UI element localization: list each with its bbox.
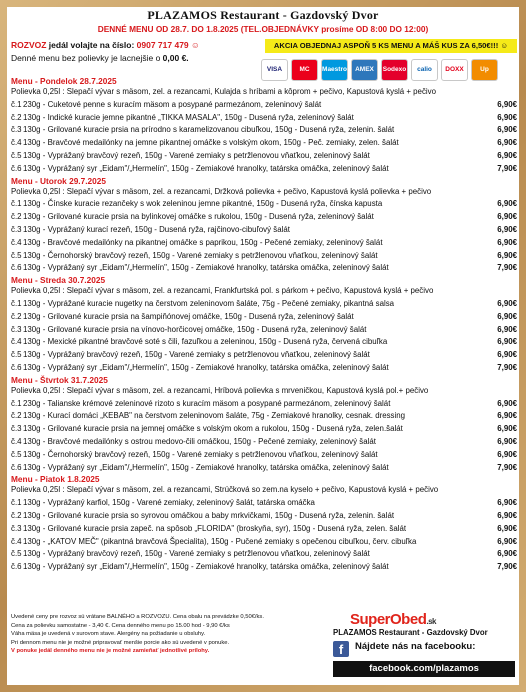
soup-row [11, 285, 517, 298]
footer-note: Cena za polievku samostatne - 3,40 €. Cena denného menu po 15.00 hod - 9,90 €/ks [11, 622, 230, 629]
soup-text: Polievka 0,25l : Slepačí vývar s mäsom, zel. a rezancami, Frankfurtská pol. s párkom + pečivo, Kapustová kyslá + pečivo [11, 286, 434, 296]
menu-item-description: 130g - Černohorský bravčový rezeň, 150g - Varené zemiaky s petržlenovou vňaťkou, zeleninový šalát [23, 449, 378, 459]
menu-item-number: č.1 [11, 199, 22, 209]
menu-item-price: 6,90€ [497, 510, 517, 520]
menu-item-price: 6,90€ [497, 424, 517, 434]
menu-item-price: 6,90€ [497, 449, 517, 459]
menu-item-price: 6,90€ [497, 311, 517, 321]
menu-item-price: 6,90€ [497, 337, 517, 347]
menu-item-number: č.2 [11, 411, 22, 421]
menu-item [11, 137, 517, 150]
menu-item-price: 6,90€ [497, 549, 517, 559]
menu-item-price: 6,90€ [497, 436, 517, 446]
delivery-label: ROZVOZ [11, 40, 47, 50]
menu-item-description: 130g - Bravčové medailónky na pikantnej omáčke s paprikou, 150g - Pečené zemiaky, zeleninový šalát [23, 237, 383, 247]
menu-item-description: 130g - Čínske kuracie rezančeky s wok zeleninou jemne pikantné, 150g - Dusená ryža, čínska kapusta [23, 199, 383, 209]
menu-item-number: č.3 [11, 523, 22, 533]
menu-item-price: 6,90€ [497, 498, 517, 508]
soup-text: Polievka 0,25l : Slepačí vývar s mäsom, zel. a rezancami, Hríbová polievka s mrveničkou, Kapustová kyslá pol.+ pečivo [11, 385, 429, 395]
menu-item-number: č.4 [11, 237, 22, 247]
menu-item-price: 7,90€ [497, 263, 517, 273]
menu-item [11, 362, 517, 375]
menu-item-description: 130g - Vyprážaný syr „Eidam"/„Hermelín", 150g - Zemiakové hranolky, tatárska omáčka, zeleninový šalát [23, 562, 389, 572]
menu-item [11, 410, 517, 423]
menu-item-price: 6,90€ [497, 212, 517, 222]
menu-item-description: 130g - Vyprážaný karfiol, 150g - Varené zemiaky, zeleninový šalát, tatárska omáčka [23, 498, 315, 508]
menu-item-number: č.1 [11, 99, 22, 109]
weekly-menu [11, 76, 517, 574]
delivery-text: jedál volajte na číslo: [46, 40, 137, 50]
day-heading: Menu - Piatok 1.8.2025 [11, 474, 100, 485]
day-heading: Menu - Štvrtok 31.7.2025 [11, 374, 108, 385]
menu-item-price: 7,90€ [497, 163, 517, 173]
menu-item-number: č.3 [11, 125, 22, 135]
menu-item-description: 130g - Grilované kuracie prsia na šampiňónovej omáčke, 150g - Dusená ryža, zeleninový šalát [23, 311, 354, 321]
menu-item-number: č.4 [11, 436, 22, 446]
menu-item-price: 6,90€ [497, 523, 517, 533]
menu-item-number: č.2 [11, 510, 22, 520]
payment-card-logo: Sodexo [381, 59, 408, 81]
menu-item [11, 523, 517, 536]
day-heading: Menu - Pondelok 28.7.2025 [11, 76, 117, 86]
menu-item-price: 6,90€ [497, 298, 517, 308]
day-heading: Menu - Utorok 29.7.2025 [11, 175, 106, 186]
menu-item-number: č.4 [11, 536, 22, 546]
menu-item-description: 130g - Vyprážaný syr „Eidam"/„Hermelín", 150g - Zemiakové hranolky, tatárska omáčka, zeleninový šalát [23, 462, 389, 472]
page-title: PLAZAMOS Restaurant - Gazdovský Dvor [147, 8, 379, 22]
menu-item [11, 423, 517, 436]
menu-item-description: 130g - Vyprážaný syr „Eidam"/„Hermelín", 150g - Zemiakové hranolky, tatárska omáčka, zeleninový šalát [23, 163, 389, 173]
promo-banner: AKCIA OBJEDNAJ ASPOŇ 5 KS MENU A MÁŠ KUS ZA 6,50€!!! ☺ [265, 39, 517, 53]
menu-item-price: 6,90€ [497, 411, 517, 421]
payment-card-logo: VISA [261, 59, 288, 81]
menu-item [11, 349, 517, 362]
menu-item-price: 6,90€ [497, 112, 517, 122]
restaurant-name: PLAZAMOS Restaurant - Gazdovský Dvor [333, 628, 488, 637]
menu-item-price: 7,90€ [497, 462, 517, 472]
menu-item-description: 130g - „KATOV MEČ" (pikantná bravčová Špecialita), 150g - Pučené zemiaky s opečenou cibuľkou, červ. cibuľka [23, 536, 417, 546]
menu-item [11, 224, 517, 237]
menu-item-number: č.5 [11, 449, 22, 459]
facebook-text: Nájdete nás na facebooku: [355, 641, 476, 652]
payment-card-logo: Up [471, 59, 498, 81]
footer-note: Uvedené ceny pre rozvoz sú vrátane BALNÉHO a ROZVOZU. Cena obalu na prevádzke 0,50€/ks. [11, 614, 264, 620]
menu-item-description: 130g - Vyprážaný bravčový rezeň, 150g - Varené zemiaky s petržlenovou vňaťkou, zeleninový šalát [23, 549, 370, 559]
menu-item-description: 130g - Vyprážaný syr „Eidam"/„Hermelín", 150g - Zemiakové hranolky, tatárska omáčka, zeleninový šalát [23, 263, 389, 273]
menu-item [11, 198, 517, 211]
menu-period-subtitle: DENNÉ MENU OD 28.7. DO 1.8.2025 (TEL.OBJEDNÁVKY prosíme OD 8:00 DO 12:00) [97, 24, 429, 34]
menu-item-price: 6,90€ [497, 125, 517, 135]
menu-item-number: č.6 [11, 362, 22, 372]
menu-item-number: č.4 [11, 337, 22, 347]
superobed-logo: SuperObed.sk [350, 611, 436, 628]
menu-item [11, 237, 517, 250]
menu-item-description: 130g - Grilované kuracie prsia so syrovou omáčkou a baby mrkvičkami, 150g - Dusená ryža, zelenin. šalát [23, 510, 395, 520]
menu-item-number: č.5 [11, 150, 22, 160]
payment-card-logo: Maestro [321, 59, 348, 81]
menu-item-number: č.1 [11, 498, 22, 508]
menu-item-number: č.5 [11, 250, 22, 260]
no-soup-note: Denné menu bez polievky je lacnejšie o 0,00 €. [11, 53, 189, 63]
footer-note: V ponuke jedál denného menu nie je možné zamieňať jednotlivé prílohy. [11, 648, 210, 655]
menu-item-price: 7,90€ [497, 562, 517, 572]
menu-item-description: 130g - Vyprážané kuracie nugetky na čerstvom zeleninovom šaláte, 75g - Pečené zemiaky, pikantná salsa [23, 298, 395, 308]
payment-card-logo: calio [411, 59, 438, 81]
menu-item-price: 6,90€ [497, 324, 517, 334]
menu-item [11, 398, 517, 411]
menu-item-description: 230g - Cuketové penne s kuracím mäsom a posypané parmezánom, zeleninový šalát [23, 99, 322, 109]
menu-item-number: č.3 [11, 224, 22, 234]
menu-item [11, 561, 517, 574]
menu-item-description: 130g - Kurací domáci „KEBAB" na čerstvom zeleninovom šaláte, 75g - Zemiakové hranolky, cesnak. dressing [23, 411, 406, 421]
menu-item [11, 436, 517, 449]
menu-item-description: 130g - Vyprážaný bravčový rezeň, 150g - Varené zemiaky s petržlenovou vňaťkou, zeleninový šalát [23, 350, 370, 360]
menu-item [11, 124, 517, 137]
payment-card-logo: DOXX [441, 59, 468, 81]
menu-item [11, 449, 517, 462]
menu-item [11, 163, 517, 176]
menu-item-price: 6,90€ [497, 224, 517, 234]
menu-item-price: 6,90€ [497, 199, 517, 209]
payment-card-logo: AMEX [351, 59, 378, 81]
menu-item-number: č.3 [11, 324, 22, 334]
menu-sheet [7, 7, 519, 685]
menu-item-description: 130g - Vyprážaný syr „Eidam"/„Hermelín", 150g - Zemiakové hranolky, tatárska omáčka, zeleninový šalát [23, 362, 389, 372]
menu-item-description: 130g - Grilované kuracie prsia na prírodno s karamelizovanou cibuľkou, 150g - Dusená ryža, zelenin. šalát [23, 125, 395, 135]
payment-card-logo: MC [291, 59, 318, 81]
soup-text: Polievka 0,25l : Slepačí vývar s mäsom, zel. a rezancami, Kulajda s hríbami a kôprom + pečivo, Kapustová kyslá + pečivo [11, 87, 436, 96]
menu-item-description: 130g - Grilované kuracie prsia zapeč. na spôsob „FLORIDA" (broskyňa, syr), 150g - Dusená ryža, zelen. šalát [23, 523, 407, 533]
menu-item-description: 130g - Bravčové medailónky s ostrou medovo-čili omáčkou, 150g - Pečené zemiaky, zeleninový šalát [23, 436, 376, 446]
menu-item-number: č.6 [11, 163, 22, 173]
menu-item [11, 497, 517, 510]
menu-item [11, 298, 517, 311]
menu-item-description: 130g - Grilované kuracie prsia na vínovo-horčicovej omáčke, 150g - Dusená ryža, zeleninový šalát [23, 324, 367, 334]
day-heading: Menu - Streda 30.7.2025 [11, 275, 106, 286]
menu-item-number: č.6 [11, 462, 22, 472]
soup-row [11, 186, 517, 199]
menu-item [11, 311, 517, 324]
footer-note: Pri dennom menu nie je možné pripravovať menšie porcie ako sú uvedené v ponuke. [11, 639, 230, 646]
facebook-link[interactable]: facebook.com/plazamos [333, 661, 515, 677]
soup-text: Polievka 0,25l : Slepačí vývar s mäsom, zel. a rezancami, Držková polievka + pečivo, Kapustová kyslá polievka + pečivo [11, 186, 432, 196]
menu-item [11, 150, 517, 163]
facebook-icon: f [333, 641, 349, 657]
menu-item-number: č.5 [11, 350, 22, 360]
delivery-line [11, 40, 200, 50]
menu-item-number: č.2 [11, 212, 22, 222]
phone-number[interactable]: 0907 717 479 ☺ [136, 40, 200, 50]
menu-item-number: č.4 [11, 138, 22, 148]
menu-item-number: č.6 [11, 263, 22, 273]
menu-item [11, 462, 517, 475]
menu-item-price: 6,90€ [497, 150, 517, 160]
menu-item-price: 7,90€ [497, 362, 517, 372]
footer-note: Váha mäsa je uvedená v surovom stave. Alergény na požiadanie u obsluhy. [11, 631, 206, 638]
menu-item [11, 99, 517, 112]
menu-item-description: 130g - Vyprážaný bravčový rezeň, 150g - Varené zemiaky s petržlenovou vňaťkou, zeleninový šalát [23, 150, 370, 160]
menu-item [11, 336, 517, 349]
menu-item [11, 211, 517, 224]
no-soup-amount: 0,00 €. [162, 53, 189, 63]
menu-item-number: č.3 [11, 424, 22, 434]
menu-item [11, 250, 517, 263]
facebook-block [333, 639, 517, 679]
menu-item-number: č.2 [11, 112, 22, 122]
menu-item-price: 6,90€ [497, 250, 517, 260]
soup-row [11, 484, 517, 497]
menu-item-number: č.2 [11, 311, 22, 321]
menu-item-price: 6,90€ [497, 350, 517, 360]
menu-item-description: 130g - Vyprážaný kurací rezeň, 150g - Dusená ryža, rajčinovo-cibuľový šalát [23, 224, 290, 234]
menu-item-description: 230g - Talianske krémové zeleninové rizoto s kuracím mäsom a posypané parmezánom, zeleninový šalát [23, 398, 391, 408]
menu-item-number: č.1 [11, 398, 22, 408]
menu-item-price: 6,90€ [497, 536, 517, 546]
menu-item-price: 6,90€ [497, 237, 517, 247]
menu-item-description: 130g - Černohorský bravčový rezeň, 150g - Varené zemiaky s petržlenovou vňaťkou, zeleninový šalát [23, 250, 378, 260]
menu-item [11, 548, 517, 561]
menu-item [11, 262, 517, 275]
menu-item-description: 130g - Indické kuracie jemne pikantné „TIKKA MASALA", 150g - Dusená ryža, zeleninový šalát [23, 112, 354, 122]
soup-text: Polievka 0,25l : Slepačí vývar s mäsom, zel. a rezancami, Strúčková so zem.na kyselo + pečivo, Kapustová kyslá + pečivo [11, 485, 439, 495]
soup-row [11, 86, 517, 99]
menu-item-description: 130g - Grilované kuracie prsia na bylinkovej omáčke s rukolou, 150g - Dusená ryža, zeleninový šalát [23, 212, 374, 222]
menu-item-price: 6,90€ [497, 138, 517, 148]
menu-item [11, 324, 517, 337]
menu-item-number: č.6 [11, 562, 22, 572]
footer-notes [11, 613, 321, 656]
menu-item-price: 6,90€ [497, 99, 517, 109]
menu-item-description: 130g - Bravčové medailónky na jemne pikantnej omáčke s volským okom, 150g - Peč. zemiaky, zelen. šalát [23, 138, 399, 148]
menu-item [11, 536, 517, 549]
menu-item-price: 6,90€ [497, 398, 517, 408]
soup-row [11, 385, 517, 398]
menu-item [11, 112, 517, 125]
menu-item-description: 130g - Grilované kuracie prsia na jemnej omáčke s volským okom a rukolou, 150g - Dusená ryža, zelen.šalát [23, 424, 403, 434]
menu-item-number: č.5 [11, 549, 22, 559]
menu-item-description: 130g - Mexické pikantné bravčové soté s čili, fazuľkou a zeleninou, 150g - Dusená ryža, červená cibuľka [23, 337, 388, 347]
menu-item [11, 510, 517, 523]
menu-item-number: č.1 [11, 298, 22, 308]
